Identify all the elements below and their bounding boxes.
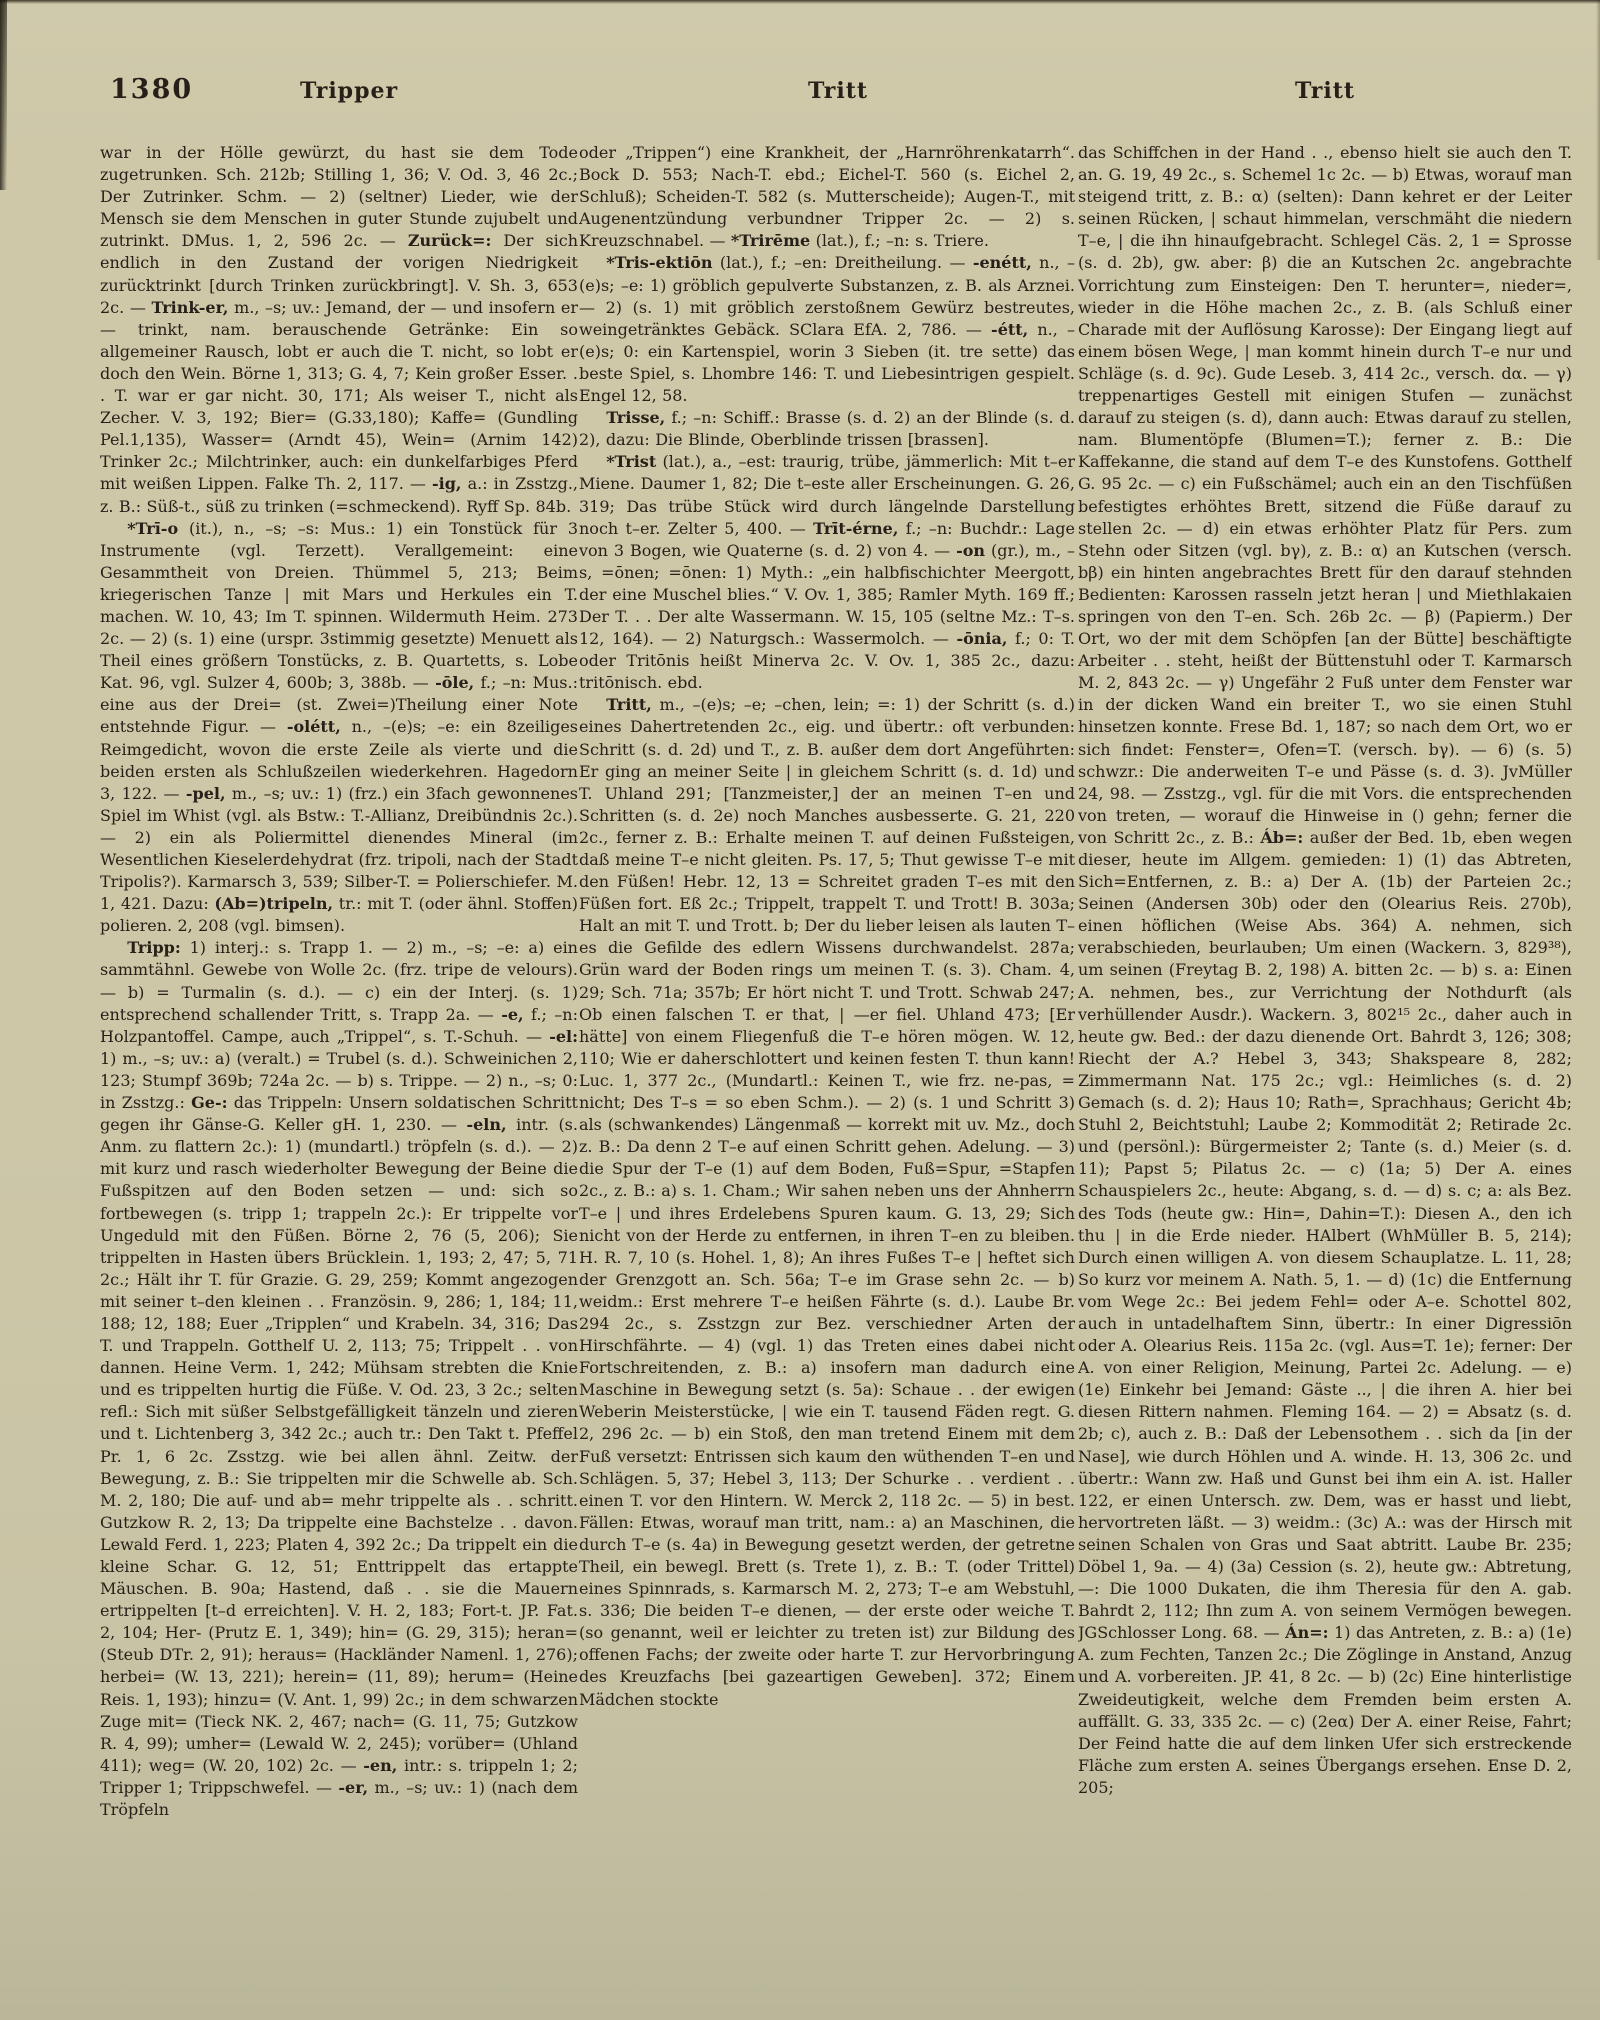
text-column-1	[100, 142, 578, 1912]
entry-paragraph: oder „Trippen“) eine Krankheit, der „Harnröhrenkatarrh“. Bock D. 553; Nach-T. ebd.; Eichel-T. 560 (s. Eichel 2, Schluß); Scheiden-T. 582 (s. Mutterscheide); Augen-T., mit Augenentzündung verbundner Tripper 2c. — 2) s. Kreuzschnabel. — *Trirēme (lat.), f.; –n: s. Triere.	[579, 143, 1075, 251]
page-header	[0, 74, 1600, 110]
entry-paragraph: Tritt, m., –(e)s; –e; –chen, lein; =: 1) der Schritt (s. d.) eines Dahertretenden 2c., eig. und übertr.: oft verbunden: Schritt (s. d. 2d) und T., z. B. außer dem dort Angeführten: Er ging an meiner Seite | in gleichem Schritt (s. d. 1d) und T. Uhland 291; [Tanzmeister,] der an meinen T–en und Schritten (s. d. 2e) noch Manches ausbesserte. G. 21, 220 2c., ferner z. B.: Erhalte meinen T. auf deinen Fußsteigen, daß meine T–e nicht gleiten. Ps. 17, 5; Thut gewisse T–e mit den Füßen! Hebr. 12, 13 = Schreitet graden T–es mit den Füßen fort. Eß 2c.; Trippelt, trappelt T. und Trott! B. 303a; Halt an mit T. und Trott. b; Der du lieber leisen als lauten T–es die Gefilde des edlern Wissens durchwandelst. 287a; Grün ward der Boden rings um meinen T. (s. 3). Cham. 4, 29; Sch. 71a; 357b; Er hört nicht T. und Trott. Schwab 247; Ob einen falschen T. er that, | —er fiel. Uhland 473; [Er hätte] von einem Fliegenfuß die T–e hören mögen. W. 12, 110; Wie er daherschlottert und keinen festen T. thun kann! Luc. 1, 377 2c., (Mundartl.: Keinen T., wie frz. ne-pas, = nicht; Des T–s = so eben Schm.). — 2) (s. 1 und Schritt 3) als (schwankendes) Längenmaß — korrekt mit uv. Mz., doch z. B.: Da denn 2 T–e auf einen Schritt gehen. Adelung. — 3) die Spur der T–e (1) auf dem Boden, Fuß=Spur, =Stapfen 2c., z. B.: a) s. 1. Cham.; Wir sahen neben uns der Ahnherrn T–e | und ihres Erdelebens Spuren kaum. G. 13, 29; Sich nicht von der Herde zu entfernen, in ihren T–en zu bleiben. H. R. 7, 10 (s. Hohel. 1, 8); An ihres Fußes T–e | heftet sich der Grenzgott an. Sch. 56a; T–e im Grase sehn 2c. — b) weidm.: Erst mehrere T–e heißen Fährte (s. d.). Laube Br. 294 2c., s. Zsstzgn zur Bez. verschiedner Arten der Hirschfährte. — 4) (vgl. 1) das Treten eines dabei nicht Fortschreitenden, z. B.: a) insofern man dadurch eine Maschine in Bewegung setzt (s. 5a): Schaue . . der ewigen Weberin Meisterstücke, | wie ein T. tausend Fäden regt. G. 2, 296 2c. — b) ein Stoß, den man tretend Einem mit dem Fuß versetzt: Entrissen sich kaum den wüthenden T–en und Schlägen. 5, 37; Hebel 3, 113; Der Schurke . . verdient . . einen T. vor den Hintern. W. Merck 2, 118 2c. — 5) in best. Fällen: Etwas, worauf man tritt, nam.: a) an Maschinen, die durch T–e (s. 4a) in Bewegung gesetzt werden, der getretne Theil, ein bewegl. Brett (s. Trete 1), z. B.: T. (oder Trittel) eines Spinnrads, s. Karmarsch M. 2, 273; T–e am Webstuhl, s. 336; Die beiden T–e dienen, — der erste oder weiche T. (so genannt, weil er leichter zu treten ist) zur Bildung des offenen Fachs; der zweite oder harte T. zur Hervorbringung des Kreuzfachs [bei gazeartigen Geweben]. 372; Einem Mädchen stockte	[579, 695, 1075, 1709]
entry-paragraph: das Schiffchen in der Hand . ., ebenso hielt sie auch den T. an. G. 19, 49 2c., s. Schemel 1c 2c. — b) Etwas, worauf man steigend tritt, z. B.: α) (selten): Dann kehret er der Leiter seinen Rücken, | schaut himmelan, verschmäht die niedern T–e, | die ihn hinaufgebracht. Schlegel Cäs. 2, 1 = Sprosse (s. d. 2b), gw. aber: β) die an Kutschen 2c. angebrachte Vorrichtung zum Einsteigen: Den T. herunter=, nieder=, wieder in die Höhe machen 2c., z. B. (als Schluß einer Charade mit der Auflösung Karosse): Der Eingang liegt auf einem bösen Wege, | man kommt hinein durch T–e nur und Schläge (s. d. 9c). Gude Leseb. 3, 414 2c., versch. dα. — γ) treppenartiges Gestell mit einigen Stufen — zunächst darauf zu steigen (s. d), dann auch: Etwas darauf zu stellen, nam. Blumentöpfe (Blumen=T.); ferner z. B.: Die Kaffekanne, die stand auf dem T–e des Kunstofens. Gotthelf G. 95 2c. — c) ein Fußschämel; auch ein an den Tischfüßen befestigtes erhöhtes Brett, sitzend die Füße darauf zu stellen 2c. — d) ein etwas erhöhter Platz für Pers. zum Stehn oder Sitzen (vgl. bγ), z. B.: α) an Kutschen (versch. bβ) ein hinten angebrachtes Brett für den darauf stehnden Bedienten: Karossen rasseln jetzt heran | und Miethlakaien springen von den T–en. Sch. 26b 2c. — β) (Papierm.) Der Ort, wo der mit dem Schöpfen [an der Bütte] beschäftigte Arbeiter . . steht, heißt der Büttenstuhl oder T. Karmarsch M. 2, 843 2c. — γ) Ungefähr 2 Fuß unter dem Fenster war in der dicken Wand ein breiter T., wo sie einen Stuhl hinsetzen konnte. Frese Bd. 1, 187; so nach dem Ort, wo er sich findet: Fenster=, Ofen=T. (versch. bγ). — 6) (s. 5) schwzr.: Die anderweiten T–e und Pässe (s. d. 3). JvMüller 24, 98. — Zsstzg., vgl. für die mit Vors. die entsprechenden von treten, — worauf die Hinweise in () gehn; ferner die von Schritt 2c., z. B.: Áb=: außer der Bed. 1b, eben wegen dieser, heute im Allgem. gemieden: 1) (1) das Abtreten, Sich=Entfernen, z. B.: a) Der A. (1b) der Parteien 2c.; Seinen (Andersen 30b) oder den (Olearius Reis. 270b), einen höflichen (Weise Abs. 364) A. nehmen, sich verabschieden, beurlauben; Um einen (Wackern. 3, 829³⁸), um seinen (Freytag B. 2, 198) A. bitten 2c. — b) s. a: Einen A. nehmen, bes., zur Verrichtung der Nothdurft (als verhüllender Ausdr.). Wackern. 3, 802¹⁵ 2c., daher auch in heute gw. Bed.: der dazu dienende Ort. Bahrdt 3, 126; 308; Riecht der A.? Hebel 3, 343; Shakspeare 8, 282; Zimmermann Nat. 175 2c.; vgl.: Heimliches (s. d. 2) Gemach (s. d. 2); Haus 10; Rath=, Sprachhaus; Gericht 4b; Stuhl 2, Beichtstuhl; Laube 2; Kommodität 2; Retirade 2c. und (persönl.): Bürgermeister 2; Tante (s. d.) Meier (s. d. 11); Papst 5; Pilatus 2c. — c) (1a; 5) Der A. eines Schauspielers 2c., heute: Abgang, s. d. — d) s. c; a: als Bez. des Tods (heute gw.: Hin=, Dahin=T.): Diesen A., den ich thu | in die Erde nieder. HAlbert (WhMüller B. 5, 214); Durch einen willigen A. von diesem Schauplatze. L. 11, 28; So kurz vor meinem A. Nath. 5, 1. — d) (1c) die Entfernung vom Wege 2c.: Bei jedem Fehl= oder A–e. Schottel 802, auch in untadelhaftem Sinn, übertr.: In einer Digressiōn oder A. Olearius Reis. 115a 2c. (vgl. Aus=T. 1e); ferner: Der A. von einer Religion, Meinung, Partei 2c. Adelung. — e) (1e) Einkehr bei Jemand: Gäste .., | die ihren A. hier bei diesen Rittern nahmen. Fleming 164. — 2) = Absatz (s. d. 2b; c), auch z. B.: Daß der Lebensothem . . sich da [in der Nase], wie durch Höhlen und A. winde. H. 13, 306 2c. und übertr.: Wann zw. Haß und Gunst bei ihm ein A. ist. Haller 122, er einen Untersch. zw. Dem, was er hasst und liebt, hervortreten läßt. — 3) weidm.: (3c) A.: was der Hirsch mit seinen Schalen von Gras und Saat abtritt. Laube Br. 235; Döbel 1, 9a. — 4) (3a) Cession (s. 2), heute gw.: Abtretung, —: Die 1000 Dukaten, die ihm Theresia für den A. gab. Bahrdt 2, 112; Ihn zum A. von seinem Vermögen bewegen. JGSchlosser Long. 68. — Án=: 1) das Antreten, z. B.: a) (1e) A. zum Fechten, Tanzen 2c.; Die Zöglinge in Anstand, Anzug und A. vorbereiten. JP. 41, 8 2c. — b) (2c) Eine hinterlistige Zweideutigkeit, welche dem Fremden beim ersten A. auffällt. G. 33, 335 2c. — c) (2eα) Der A. einer Reise, Fahrt; Der Feind hatte die auf dem linken Ufer sich erstreckende Fläche zum ersten A. seines Übergangs ersehen. Ense D. 2, 205;	[1078, 143, 1572, 1797]
text-column-3	[1078, 142, 1572, 1912]
scan-right-edge	[1596, 0, 1600, 260]
entry-paragraph: *Trist (lat.), a., –est: traurig, trübe, jämmerlich: Mit t–er Miene. Daumer 1, 82; Die t–este aller Erscheinungen. G. 26, 319; Das trübe Stück wird durch längelnde Darstellung noch t–er. Zelter 5, 400. — Trīt-érne, f.; –n: Buchdr.: Lage von 3 Bogen, wie Quaterne (s. d. 2) von 4. — -on (gr.), m., –s, =ōnen; =ōnen: 1) Myth.: „ein halbfischichter Meergott, der eine Muschel blies.“ V. Ov. 1, 385; Ramler Myth. 169 ff.; Der T. . . Der alte Wassermann. W. 15, 105 (seltne Mz.: T–s. 12, 164). — 2) Naturgsch.: Wassermolch. — -ōnia, f.; 0: T. oder Tritōnis heißt Minerva 2c. V. Ov. 1, 385 2c., dazu: tritōnisch. ebd.	[579, 452, 1075, 693]
running-head-left: Tripper	[299, 78, 399, 104]
entry-paragraph: war in der Hölle gewürzt, du hast sie dem Tode zugetrunken. Sch. 212b; Stilling 1, 36; V. Od. 3, 46 2c.; Der Zutrinker. Schm. — 2) (seltner) Lieder, wie der Mensch sie dem Menschen in guter Stunde zujubelt und zutrinkt. DMus. 1, 2, 596 2c. — Zurück=: Der sich endlich in den Zustand der vorigen Niedrigkeit zurücktrinkt [durch Trinken zurückbringt]. V. Sh. 3, 653 2c. — Trink-er, m., –s; uv.: Jemand, der — und insofern er — trinkt, nam. berauschende Getränke: Ein so allgemeiner Rausch, lobt er auch die T. nicht, so lobt er doch den Wein. Börne 1, 313; G. 4, 7; Kein großer Esser. . . T. war er gar nicht. 30, 171; Als weiser T., nicht als Zecher. V. 3, 192; Bier= (G.33,180); Kaffe= (Gundling Pel.1,135), Wasser= (Arndt 45), Wein= (Arnim 142) Trinker 2c.; Milchtrinker, auch: ein dunkelfarbiges Pferd mit weißen Lippen. Falke Th. 2, 117. — -ig, a.: in Zsstzg., z. B.: Süß-t., süß zu trinken (=schmeckend). Ryff Sp. 84b.	[100, 143, 578, 516]
entry-paragraph: *Tris-ektiōn (lat.), f.; –en: Dreitheilung. — -enétt, n., –(e)s; –e: 1) gröblich gepulverte Substanzen, z. B. als Arznei. — 2) (s. 1) mit gröblich zerstoßnem Gewürz bestreutes, weingetränktes Gebäck. SClara EfA. 2, 786. — -étt, n., –(e)s; 0: ein Kartenspiel, worin 3 Sieben (it. tre sette) das beste Spiel, s. Lhombre 146: T. und Liebesintrigen gespielt. Engel 12, 58.	[579, 253, 1075, 406]
entry-paragraph: Tripp: 1) interj.: s. Trapp 1. — 2) m., –s; –e: a) ein sammtähnl. Gewebe von Wolle 2c. (frz. tripe de velours). — b) = Turmalin (s. d.). — c) ein der Interj. (s. 1) entsprechend schallender Tritt, s. Trapp 2a. — -e, f.; –n: Holzpantoffel. Campe, auch „Trippel“, s. T.-Schuh. — -el: 1) m., –s; uv.: a) (veralt.) = Trubel (s. d.). Schweinichen 2, 123; Stumpf 369b; 724a 2c. — b) s. Trippe. — 2) n., –s; 0: in Zsstzg.: Ge-: das Trippeln: Unsern soldatischen Schritt gegen ihr Gänse-G. Keller gH. 1, 230. — -eln, intr. (s. Anm. zu flattern 2c.): 1) (mundartl.) tröpfeln (s. d.). — 2) mit kurz und rasch wiederholter Bewegung der Beine die Fußspitzen auf den Boden setzen — und: sich so fortbewegen (s. tripp 1; trappeln 2c.): Er trippelte vor Ungeduld mit den Füßen. Börne 2, 76 (5, 206); Sie trippelten in Hasten übers Brücklein. 1, 193; 2, 47; 5, 71 2c.; Hält ihr T. für Grazie. G. 29, 259; Kommt angezogen mit seiner t–den kleinen . . Französin. 9, 286; 1, 184; 11, 188; 12, 188; Euer „Tripplen“ und Krabeln. 34, 316; Das T. und Trappeln. Gotthelf U. 2, 113; 75; Trippelt . . von dannen. Heine Verm. 1, 242; Mühsam strebten die Knie und es trippelten hurtig die Füße. V. Od. 23, 3 2c.; selten refl.: Sich mit süßer Selbstgefälligkeit tänzeln und zieren und t. Lichtenberg 3, 342 2c.; auch tr.: Den Takt t. Pfeffel Pr. 1, 6 2c. Zsstzg. wie bei allen ähnl. Zeitw. der Bewegung, z. B.: Sie trippelten mir die Schwelle ab. Sch. M. 2, 180; Die auf- und ab= mehr trippelte als . . schritt. Gutzkow R. 2, 13; Da trippelte eine Bachstelze . . davon. Lewald Ferd. 1, 223; Platen 4, 392 2c.; Da trippelt ein die kleine Schar. G. 12, 51; Enttrippelt das ertappte Mäuschen. B. 90a; Hastend, daß . . sie die Mauern ertrippelten [t–d erreichten]. V. H. 2, 183; Fort-t. JP. Fat. 2, 104; Her- (Prutz E. 1, 349); hin= (G. 29, 315); heran= (Steub DTr. 2, 91); heraus= (Hackländer Namenl. 1, 276); herbei= (W. 13, 221); herein= (11, 89); herum= (Heine Reis. 1, 193); hinzu= (V. Ant. 1, 99) 2c.; in dem schwarzen Zuge mit= (Tieck NK. 2, 467; nach= (G. 11, 75; Gutzkow R. 4, 99); umher= (Lewald W. 2, 245); vorüber= (Uhland 411); weg= (W. 20, 102) 2c. — -en, intr.: s. trippeln 1; 2; Tripper 1; Trippschwefel. — -er, m., –s; uv.: 1) (nach dem Tröpfeln	[100, 938, 578, 1820]
scan-top-edge	[0, 0, 1600, 4]
entry-paragraph: Trisse, f.; –n: Schiff.: Brasse (s. d. 2) an der Blinde (s. d. 2), dazu: Die Blinde, Oberblinde trissen [brassen].	[579, 408, 1075, 450]
text-column-2	[579, 142, 1075, 1912]
running-head-right: Tritt	[1294, 78, 1356, 104]
page-number: 1380	[110, 74, 194, 105]
running-head-center: Tritt	[807, 78, 869, 104]
entry-paragraph: *Trī-o (it.), n., –s; –s: Mus.: 1) ein Tonstück für 3 Instrumente (vgl. Terzett). Verallgemeint: eine Gesammtheit von Dreien. Thümmel 5, 213; Beim kriegerischen Tanze | mit Mars und Herkules ein T. machen. W. 10, 43; Im T. spinnen. Wildermuth Heim. 273 2c. — 2) (s. 1) eine (urspr. 3stimmig gesetzte) Menuett als Theil eines größern Tonstücks, z. B. Quartetts, s. Lobe Kat. 96, vgl. Sulzer 4, 600b; 3, 388b. — -ōle, f.; –n: Mus.: eine aus der Drei= (st. Zwei=)Theilung einer Note entstehnde Figur. — -olétt, n., –(e)s; –e: ein 8zeiliges Reimgedicht, wovon die erste Zeile als vierte und die beiden ersten als Schlußzeilen wiederkehren. Hagedorn 3, 122. — -pel, m., –s; uv.: 1) (frz.) ein 3fach gewonnenes Spiel im Whist (vgl. als Bstw.: T.-Allianz, Dreibündnis 2c.). — 2) ein als Poliermittel dienendes Mineral (im Wesentlichen Kieselerdehydrat (frz. tripoli, nach der Stadt Tripolis?). Karmarsch 3, 539; Silber-T. = Polierschiefer. M. 1, 421. Dazu: (Ab=)tripeln, tr.: mit T. (oder ähnl. Stoffen) polieren. 2, 208 (vgl. bimsen).	[100, 518, 578, 936]
